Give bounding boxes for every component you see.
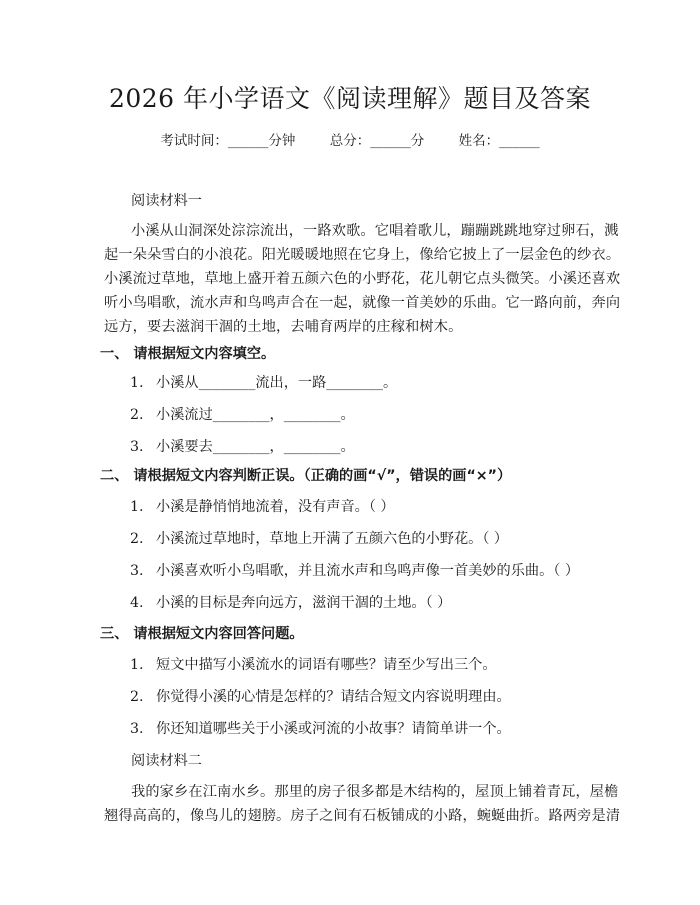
question-text: 小溪的目标是奔向远方，滋润干涸的土地。（ ） (156, 595, 452, 611)
question-item (130, 528, 508, 550)
question-number: 2. (130, 689, 144, 705)
question-item (130, 560, 579, 582)
total-score: 总分：______分 (329, 133, 425, 149)
material1-line: 起一朵朵雪白的小浪花。阳光暖暖地照在它身上，像给它披上了一层金色的纱衣。 (104, 247, 621, 263)
question-number: 1. (130, 499, 144, 515)
question-item (130, 686, 511, 708)
section1-heading: 一、 请根据短文内容填空。 (100, 346, 276, 362)
question-text: 你还知道哪些关于小溪或河流的小故事？请简单讲一个。 (156, 721, 511, 737)
question-number: 2. (130, 531, 144, 547)
question-text: 你觉得小溪的心情是怎样的？请结合短文内容说明理由。 (156, 689, 511, 705)
question-text: 小溪喜欢听小鸟唱歌，并且流水声和鸟鸣声像一首美妙的乐曲。（ ） (156, 563, 580, 579)
question-text: 小溪要去________，________。 (156, 439, 355, 455)
question-item (130, 372, 397, 394)
question-text: 小溪是静悄悄地流着，没有声音。（ ） (156, 499, 395, 515)
question-number: 1. (130, 657, 144, 673)
material1-line: 小溪从山洞深处淙淙流出，一路欢歌。它唱着歌儿，蹦蹦跳跳地穿过卵石，溅 (131, 223, 619, 239)
material1-line: 听小鸟唱歌，流水声和鸟鸣声合在一起，就像一首美妙的乐曲。它一路向前，奔向 (104, 295, 621, 311)
student-name: 姓名：______ (458, 133, 540, 149)
material2-line: 我的家乡在江南水乡。那里的房子很多都是木结构的，屋顶上铺着青瓦，屋檐 (131, 784, 619, 800)
material1-line: 小溪流过草地，草地上盛开着五颜六色的小野花，花儿朝它点头微笑。小溪还喜欢 (104, 271, 621, 287)
material1-label: 阅读材料一 (131, 193, 202, 209)
exam-meta (0, 131, 700, 151)
document-title: 2026 年小学语文《阅读理解》题目及答案 (108, 84, 592, 113)
material2-label: 阅读材料二 (131, 753, 202, 769)
question-item (130, 496, 395, 518)
material1-line: 远方，要去滋润干涸的土地，去哺育两岸的庄稼和树木。 (104, 319, 463, 335)
question-item (130, 404, 355, 426)
question-item (130, 592, 451, 614)
question-number: 4. (130, 595, 144, 611)
material2-line: 翘得高高的，像鸟儿的翅膀。房子之间有石板铺成的小路，蜿蜒曲折。路两旁是清 (104, 808, 621, 824)
section2-heading: 二、 请根据短文内容判断正误。（正确的画“√”，错误的画“×”） (100, 468, 512, 484)
question-text: 小溪流过________，________。 (156, 407, 355, 423)
question-text: 短文中描写小溪流水的词语有哪些？请至少写出三个。 (156, 657, 497, 673)
question-number: 3. (130, 563, 144, 579)
question-item (130, 718, 511, 740)
section3-heading: 三、 请根据短文内容回答问题。 (100, 626, 304, 642)
question-text: 小溪流过草地时，草地上开满了五颜六色的小野花。（ ） (156, 531, 509, 547)
question-number: 3. (130, 721, 144, 737)
question-item (130, 436, 355, 458)
exam-time: 考试时间：______分钟 (160, 133, 296, 149)
question-item (130, 654, 497, 676)
question-number: 2. (130, 407, 144, 423)
question-number: 1. (130, 375, 144, 391)
question-text: 小溪从________流出，一路________。 (156, 375, 398, 391)
question-number: 3. (130, 439, 144, 455)
